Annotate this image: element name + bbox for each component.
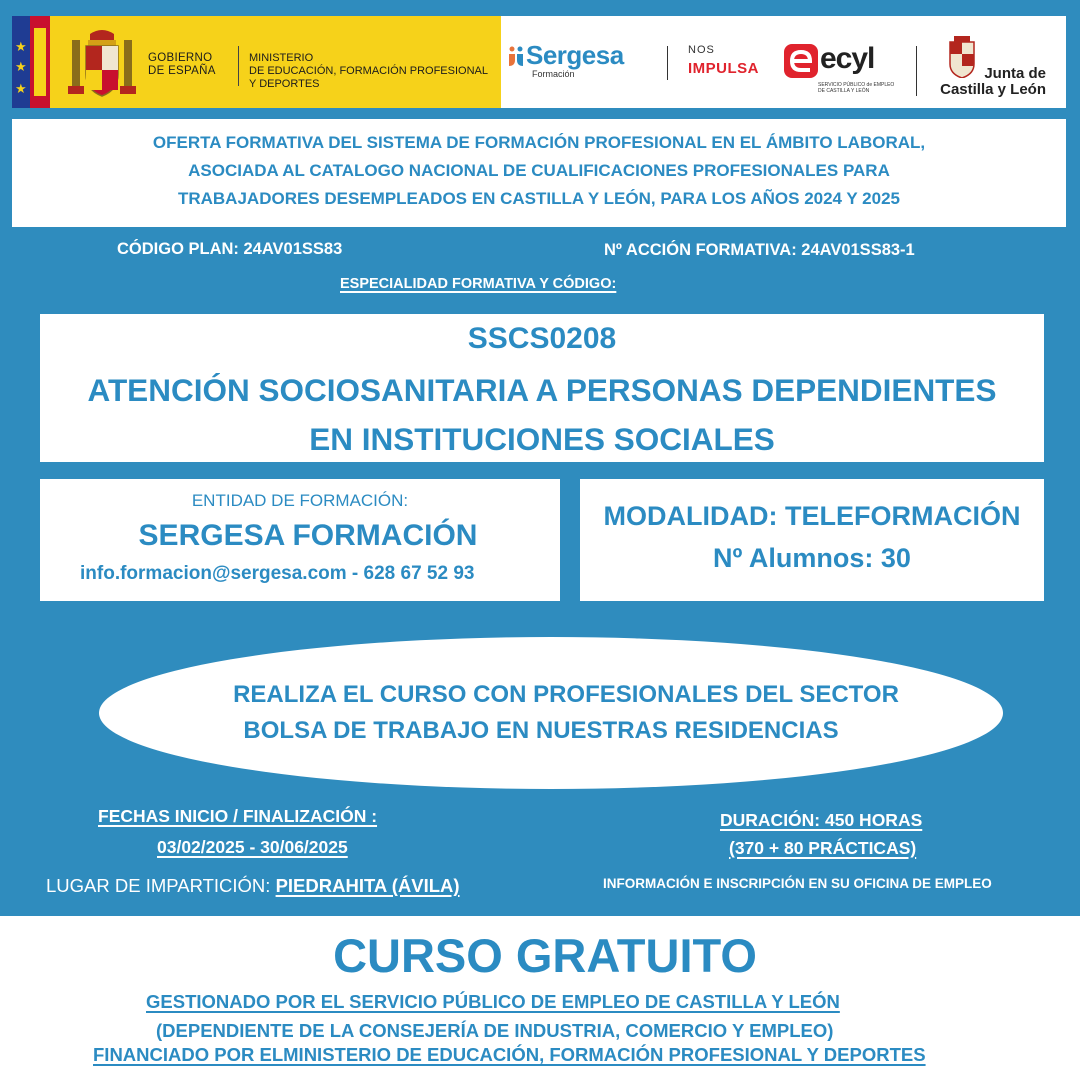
government-logo-block [12, 16, 501, 108]
entity-name: SERGESA FORMACIÓN [138, 519, 478, 552]
training-entity-box [40, 479, 560, 601]
nos-text: NOS [688, 44, 715, 56]
students-count: Nº Alumnos: 30 [713, 543, 911, 573]
action-code: Nº ACCIÓN FORMATIVA: 24AV01SS83-1 [604, 241, 915, 259]
offer-title-box [12, 119, 1066, 227]
plan-code: CÓDIGO PLAN: 24AV01SS83 [117, 240, 343, 258]
spain-eu-flag-icon: ★ ★ ★ [12, 16, 50, 108]
managed-by-text: GESTIONADO POR EL SERVICIO PÚBLICO DE EMPLEO DE CASTILLA Y LEÓN [146, 991, 840, 1012]
offer-title-line: TRABAJADORES DESEMPLEADOS EN CASTILLA Y LEÓN, PARA LOS AÑOS 2024 Y 2025 [177, 189, 901, 208]
footer [0, 916, 1080, 1080]
ecyl-e-icon [784, 44, 818, 78]
course-title [40, 366, 1044, 464]
junta-castilla-leon-text: Junta de Castilla y León [940, 65, 1046, 98]
specialty-label: ESPECIALIDAD FORMATIVA Y CÓDIGO: [340, 276, 617, 292]
sergesa-people-icon [508, 46, 524, 68]
entity-label: ENTIDAD DE FORMACIÓN: [191, 491, 409, 510]
divider [667, 46, 668, 80]
offer-title-line: OFERTA FORMATIVA DEL SISTEMA DE FORMACIÓN PROFESIONAL EN EL ÁMBITO LABORAL, [152, 133, 926, 152]
divider [238, 46, 239, 86]
ecyl-subtitle: SERVICIO PÚBLICO de EMPLEO DE CASTILLA Y LEÓN [818, 82, 895, 94]
place-label: LUGAR DE IMPARTICIÓN: [46, 875, 276, 896]
info-text: INFORMACIÓN E INSCRIPCIÓN EN SU OFICINA DE EMPLEO [603, 876, 992, 891]
entity-contact: info.formacion@sergesa.com - 628 67 52 93 [80, 563, 475, 584]
duration-label: DURACIÓN: 450 HORAS [720, 810, 923, 830]
coat-of-arms-icon [68, 26, 136, 102]
ministry-text: MINISTERIO DE EDUCACIÓN, FORMACIÓN PROFESIONAL Y DEPORTES [249, 52, 488, 90]
dates-value: 03/02/2025 - 30/06/2025 [157, 837, 348, 857]
impulsa-text: IMPULSA [688, 60, 759, 77]
course-title-line: EN INSTITUCIONES SOCIALES [309, 421, 775, 457]
divider [916, 46, 917, 96]
ecyl-logo: ecyl [784, 42, 874, 76]
sergesa-logo: Sergesa Formación [512, 40, 624, 79]
place-row [46, 875, 460, 897]
promo-line: REALIZA EL CURSO CON PROFESIONALES DEL SECTOR [233, 681, 899, 708]
financed-by-text: FINANCIADO POR ELMINISTERIO DE EDUCACIÓN, FORMACIÓN PROFESIONAL Y DEPORTES [93, 1044, 926, 1065]
course-title-line: ATENCIÓN SOCIOSANITARIA A PERSONAS DEPENDIENTES [87, 372, 997, 408]
government-of-spain-text: GOBIERNO DE ESPAÑA [148, 52, 216, 77]
duration-detail: (370 + 80 PRÁCTICAS) [729, 838, 917, 858]
place-value: PIEDRAHITA (ÁVILA) [275, 875, 460, 896]
dependent-text: (DEPENDIENTE DE LA CONSEJERÍA DE INDUSTRIA, COMERCIO Y EMPLEO) [156, 1020, 834, 1041]
course-code: SSCS0208 [467, 322, 617, 355]
modality-text: MODALIDAD: TELEFORMACIÓN [603, 501, 1021, 531]
modality-box [580, 479, 1044, 601]
promo-ellipse [99, 637, 1003, 789]
free-course-heading: CURSO GRATUITO [333, 929, 757, 982]
course-box [40, 314, 1044, 462]
offer-title-line: ASOCIADA AL CATALOGO NACIONAL DE CUALIFICACIONES PROFESIONALES PARA [188, 161, 890, 180]
dates-label: FECHAS INICIO / FINALIZACIÓN : [98, 806, 378, 826]
logo-strip [12, 16, 1066, 108]
promo-line: BOLSA DE TRABAJO EN NUESTRAS RESIDENCIAS [243, 717, 839, 744]
